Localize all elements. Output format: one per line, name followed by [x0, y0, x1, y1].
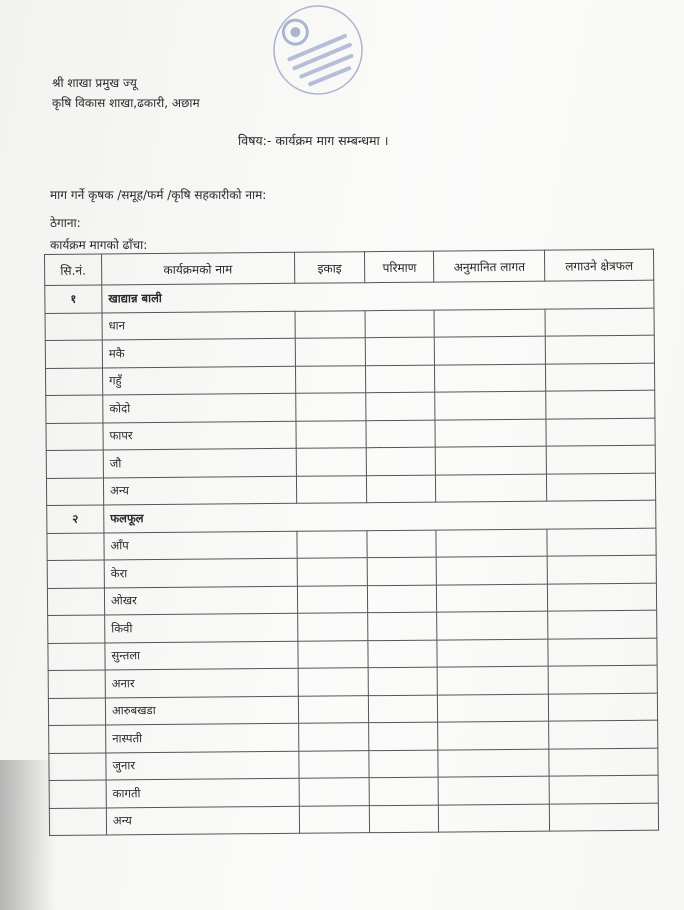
unit-cell[interactable]	[298, 695, 369, 723]
quantity-cell[interactable]	[368, 557, 437, 585]
program-name-cell: आँप	[104, 531, 297, 560]
applicant-name-field: माग गर्ने कृषक /समूह/फर्म /कृषि सहकारीको नाम:	[50, 188, 267, 202]
area-cell[interactable]	[547, 473, 656, 501]
area-cell[interactable]	[549, 720, 658, 748]
unit-cell[interactable]	[296, 475, 367, 503]
header-area: लगाउने क्षेत्रफल	[545, 249, 654, 281]
sn-cell-empty	[45, 367, 102, 395]
cost-cell[interactable]	[435, 419, 546, 447]
area-cell[interactable]	[549, 748, 658, 776]
sn-cell-empty	[46, 450, 103, 478]
quantity-cell[interactable]	[368, 640, 437, 668]
header-program-name: कार्यक्रमको नाम	[101, 252, 294, 285]
program-name-cell: आरुबखडा	[105, 696, 298, 725]
quantity-cell[interactable]	[368, 612, 437, 640]
section-title: फलफूल	[104, 500, 656, 532]
section-title: खाद्यान्न बाली	[102, 280, 654, 312]
cost-cell[interactable]	[438, 776, 549, 804]
sn-cell-empty	[47, 560, 104, 588]
cost-cell[interactable]	[434, 309, 545, 337]
area-cell[interactable]	[549, 803, 658, 831]
quantity-cell[interactable]	[366, 420, 435, 448]
quantity-cell[interactable]	[370, 805, 439, 833]
unit-cell[interactable]	[295, 393, 366, 421]
unit-cell[interactable]	[296, 448, 367, 476]
sn-cell-empty	[47, 532, 104, 560]
area-cell[interactable]	[546, 390, 655, 418]
quantity-cell[interactable]	[366, 337, 435, 365]
addressee-line-1: श्री शाखा प्रमुख ज्यू	[52, 76, 137, 90]
address-field: ठेगाना:	[50, 216, 81, 230]
program-name-cell: कोदो	[103, 393, 296, 422]
program-name-cell: गहुँ	[102, 366, 295, 395]
cost-cell[interactable]	[439, 804, 550, 832]
section-number: १	[45, 285, 102, 313]
area-cell[interactable]	[546, 418, 655, 446]
sn-cell-empty	[48, 615, 105, 643]
area-cell[interactable]	[546, 445, 655, 473]
quantity-cell[interactable]	[369, 750, 438, 778]
area-cell[interactable]	[545, 308, 654, 336]
sn-cell-empty	[48, 697, 105, 725]
area-cell[interactable]	[548, 638, 657, 666]
sn-cell-empty	[49, 752, 106, 780]
program-name-cell: अन्य	[103, 476, 296, 505]
cost-cell[interactable]	[437, 556, 548, 584]
unit-cell[interactable]	[295, 420, 366, 448]
unit-cell[interactable]	[297, 640, 368, 668]
unit-cell[interactable]	[296, 530, 367, 558]
cost-cell[interactable]	[436, 529, 547, 557]
subject-line: विषय:- कार्यक्रम माग सम्बन्धमा ।	[238, 133, 389, 148]
cost-cell[interactable]	[438, 721, 549, 749]
program-name-cell: जौ	[103, 448, 296, 477]
sn-cell-empty	[46, 422, 103, 450]
unit-cell[interactable]	[295, 338, 366, 366]
unit-cell[interactable]	[299, 778, 370, 806]
program-demand-table	[44, 249, 659, 836]
program-name-cell: फापर	[103, 421, 296, 450]
unit-cell[interactable]	[295, 365, 366, 393]
area-cell[interactable]	[548, 610, 657, 638]
section-number: २	[47, 505, 104, 533]
office-stamp	[255, 0, 381, 113]
cost-cell[interactable]	[437, 639, 548, 667]
cost-cell[interactable]	[438, 749, 549, 777]
header-sn: सि.नं.	[45, 254, 102, 285]
program-name-cell: ओखर	[104, 586, 297, 615]
quantity-cell[interactable]	[369, 667, 438, 695]
program-name-cell: कागती	[106, 778, 299, 807]
cost-cell[interactable]	[437, 584, 548, 612]
cost-cell[interactable]	[437, 666, 548, 694]
quantity-cell[interactable]	[367, 475, 436, 503]
quantity-cell[interactable]	[366, 392, 435, 420]
addressee-line-2: कृषि विकास शाखा,ढकारी, अछाम	[52, 96, 200, 110]
unit-cell[interactable]	[298, 723, 369, 751]
cost-cell[interactable]	[435, 364, 546, 392]
area-cell[interactable]	[547, 528, 656, 556]
unit-cell[interactable]	[298, 668, 369, 696]
program-name-cell: केरा	[104, 558, 297, 587]
header-estimated-cost: अनुमानित लागत	[434, 250, 545, 282]
sn-cell-empty	[46, 477, 103, 505]
quantity-cell[interactable]	[369, 722, 438, 750]
format-label: कार्यक्रम मागको ढाँचा:	[50, 238, 148, 252]
unit-cell[interactable]	[297, 585, 368, 613]
program-name-cell: नास्पती	[106, 723, 299, 752]
program-name-cell: मकै	[102, 338, 295, 367]
header-quantity: परिमाण	[365, 251, 434, 283]
program-name-cell: किवी	[105, 613, 298, 642]
cost-cell[interactable]	[438, 694, 549, 722]
quantity-cell[interactable]	[366, 365, 435, 393]
sn-cell-empty	[49, 725, 106, 753]
sn-cell-empty	[47, 587, 104, 615]
program-name-cell: सुन्तला	[105, 641, 298, 670]
quantity-cell[interactable]	[370, 777, 439, 805]
sn-cell-empty	[48, 642, 105, 670]
area-cell[interactable]	[548, 583, 657, 611]
area-cell[interactable]	[546, 363, 655, 391]
cost-cell[interactable]	[435, 336, 546, 364]
quantity-cell[interactable]	[365, 310, 434, 338]
unit-cell[interactable]	[297, 558, 368, 586]
cost-cell[interactable]	[435, 391, 546, 419]
sn-cell-empty	[48, 670, 105, 698]
area-cell[interactable]	[549, 693, 658, 721]
table-row	[49, 803, 658, 836]
unit-cell[interactable]	[295, 310, 366, 338]
area-cell[interactable]	[548, 665, 657, 693]
sn-cell-empty	[45, 312, 102, 340]
sn-cell-empty	[49, 807, 106, 835]
cost-cell[interactable]	[437, 611, 548, 639]
sn-cell-empty	[49, 780, 106, 808]
program-name-cell: अनार	[105, 668, 298, 697]
program-name-cell: धान	[102, 311, 295, 340]
quantity-cell[interactable]	[368, 585, 437, 613]
program-name-cell: जुनार	[106, 751, 299, 780]
unit-cell[interactable]	[297, 613, 368, 641]
cost-cell[interactable]	[436, 474, 547, 502]
sn-cell-empty	[45, 340, 102, 368]
program-name-cell: अन्य	[106, 806, 299, 835]
header-unit: इकाइ	[294, 252, 365, 284]
unit-cell[interactable]	[299, 805, 370, 833]
quantity-cell[interactable]	[367, 530, 436, 558]
area-cell[interactable]	[545, 335, 654, 363]
quantity-cell[interactable]	[369, 695, 438, 723]
area-cell[interactable]	[547, 555, 656, 583]
sn-cell-empty	[46, 395, 103, 423]
cost-cell[interactable]	[436, 446, 547, 474]
area-cell[interactable]	[549, 775, 658, 803]
unit-cell[interactable]	[298, 750, 369, 778]
quantity-cell[interactable]	[367, 447, 436, 475]
photo-shadow	[0, 760, 55, 910]
